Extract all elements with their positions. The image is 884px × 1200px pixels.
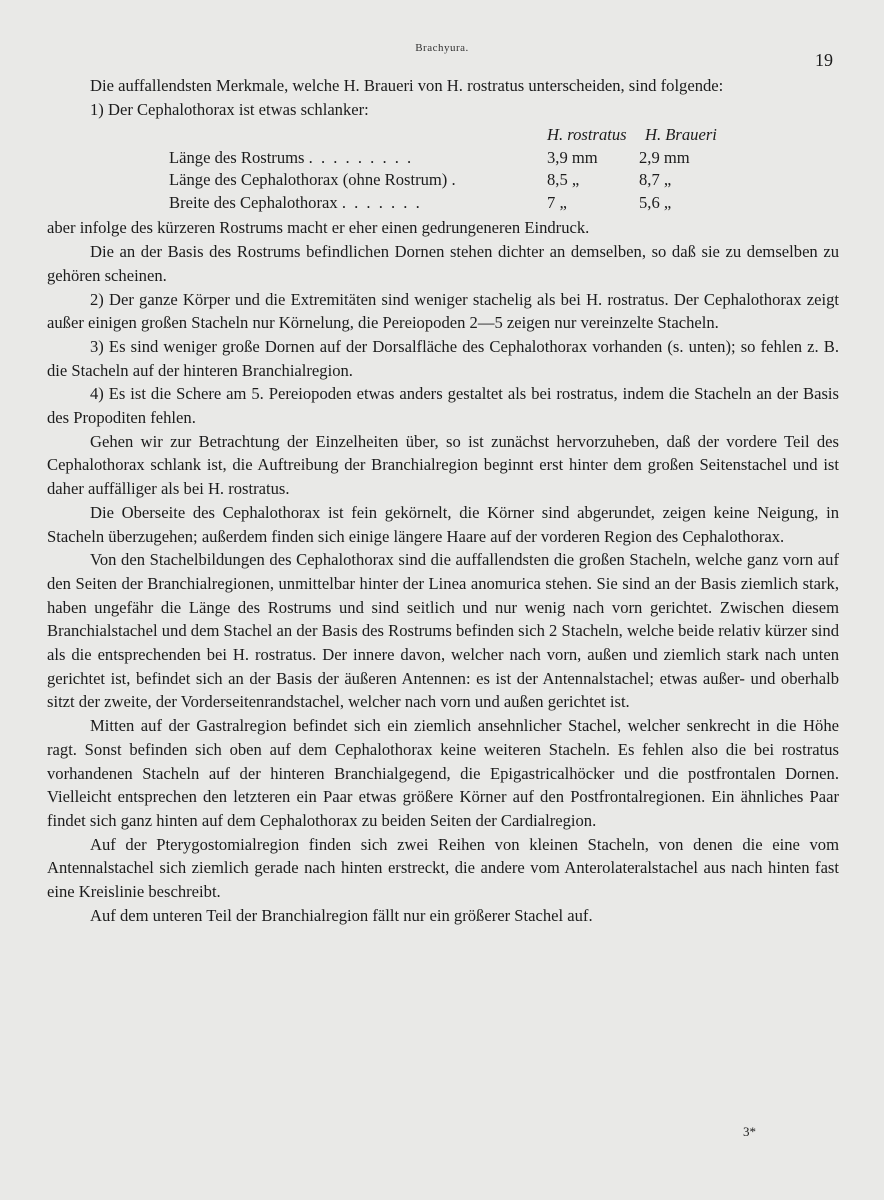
- paragraph-point-2: 2) Der ganze Körper und die Extremitäten sind weniger stachelig als bei H. rostratus. Der Cephalothorax zeigt außer einigen großen Stacheln nur Körnelung, die Pereiopoden 2—5 zeigen nur vereinzelte Stacheln.: [47, 289, 839, 333]
- paragraph-rostrum-spines: Die an der Basis des Rostrums befindlichen Dornen stehen dichter an demselben, so daß sie zu demselben zu gehören scheinen.: [47, 242, 839, 285]
- table-header-row: [47, 124, 839, 147]
- body-text: [47, 74, 839, 928]
- measurement-table: [47, 124, 839, 214]
- paragraph-point-1: 1) Der Cephalothorax ist etwas schlanker:: [90, 99, 369, 119]
- table-row-label: Länge des Rostrums: [169, 147, 305, 167]
- table-row-dots: .: [451, 170, 458, 190]
- paragraph-intro: Die auffallendsten Merkmale, welche H. Braueri von H. rostratus unterscheiden, sind folgende:: [90, 76, 724, 95]
- table-row-dots: . . . . . . .: [341, 192, 422, 212]
- table-row: [47, 192, 839, 215]
- running-head: Brachyura.: [415, 42, 469, 54]
- table-cell-braueri: 5,6 „: [639, 192, 672, 212]
- paragraph-point-3: 3) Es sind weniger große Dornen auf der Dorsalfläche des Cephalothorax vorhanden (s. unten); so fehlen z. B. die Stacheln auf der hinteren Branchialregion.: [47, 336, 839, 380]
- paragraph-gastral-region: Mitten auf der Gastralregion befindet sich ein ziemlich ansehnlicher Stachel, welcher senkrecht in die Höhe ragt. Sonst befinden sich oben auf dem Cephalothorax keine weiteren Stacheln. Es fehlen also die bei rostratus vorhandenen Stacheln auf der hinteren Branchialgegend, die Epigastricalhöcker und die postfrontalen Dornen. Vielleicht entsprechen den letzteren ein Paar etwas größere Körner auf den Postfrontalregionen. Ein ähnliches Paar findet sich ganz hinten auf dem Cephalothorax zu beiden Seiten der Cardialregion.: [47, 716, 839, 830]
- signature-mark: 3*: [743, 1124, 756, 1139]
- paragraph-continuation: aber infolge des kürzeren Rostrums macht er eher einen gedrungeneren Eindruck.: [47, 218, 590, 238]
- paragraph-branchial: Auf dem unteren Teil der Branchialregion fällt nur ein größerer Stachel auf.: [90, 905, 593, 925]
- table-row-label: Länge des Cephalothorax (ohne Rostrum): [169, 170, 448, 190]
- table-row-dots: . . . . . . . . .: [308, 147, 414, 167]
- paragraph-point-4: 4) Es ist die Schere am 5. Pereiopoden etwas anders gestaltet als bei rostratus, indem die Stacheln an der Basis des Propoditen fehlen.: [47, 384, 839, 428]
- paragraph-details: Gehen wir zur Betrachtung der Einzelheiten über, so ist zunächst hervorzuheben, daß der vordere Teil des Cephalothorax schlank ist, die Auftreibung der Branchialregion beginnt erst hinter dem großen Seitenstachel und ist daher auffälliger als bei H. rostratus.: [47, 431, 839, 499]
- paragraph-pterygostomial: Auf der Pterygostomialregion finden sich zwei Reihen von kleinen Stacheln, von denen die eine vom Antennalstachel sich ziemlich gerade nach hinten erstreckt, die andere vom Anterolateralstachel aus nach hinten fast eine Kreislinie beschreibt.: [47, 834, 839, 902]
- table-row: [47, 147, 839, 170]
- table-cell-rostratus: 7 „: [547, 192, 567, 212]
- paragraph-upper-surface: Die Oberseite des Cephalothorax ist fein gekörnelt, die Körner sind abgerundet, zeigen keine Neigung, in Stacheln überzugehen; außerdem finden sich einige längere Haare auf der vorderen Region des Cephalothorax.: [47, 502, 839, 546]
- table-row-label: Breite des Cephalothorax: [169, 192, 338, 212]
- table-cell-rostratus: 8,5 „: [547, 170, 580, 190]
- paragraph-spines: Von den Stachelbildungen des Cephalothorax sind die auffallendsten die großen Stacheln, welche ganz vorn auf den Seiten der Branchialregionen, unmittelbar hinter der Linea anomurica stehen. Sie sind an der Basis ziemlich stark, haben ungefähr die Länge des Rostrums und sind seitlich und nur wenig nach vorn gerichtet. Zwischen diesem Branchialstachel und dem Stachel an der Basis des Rostrums befinden sich 2 Stacheln, welche beide relativ kürzer sind als die entsprechenden bei H. rostratus. Der innere davon, welcher nach vorn, außen und ziemlich stark nach unten gerichtet ist, befindet sich an der Basis der äußeren Antennen: es ist der Antennalstachel; etwas außer- und oberhalb sitzt der zweite, der Vorderseitenrandstachel, welcher nach vorn und außen gerichtet ist.: [47, 550, 839, 712]
- table-row: [47, 169, 839, 192]
- table-cell-braueri: 2,9 mm: [639, 147, 690, 167]
- table-cell-braueri: 8,7 „: [639, 170, 672, 190]
- table-header-rostratus: H. rostratus: [547, 125, 627, 145]
- table-cell-rostratus: 3,9 mm: [547, 147, 598, 167]
- table-header-braueri: H. Braueri: [645, 125, 717, 145]
- page-number: 19: [815, 50, 833, 70]
